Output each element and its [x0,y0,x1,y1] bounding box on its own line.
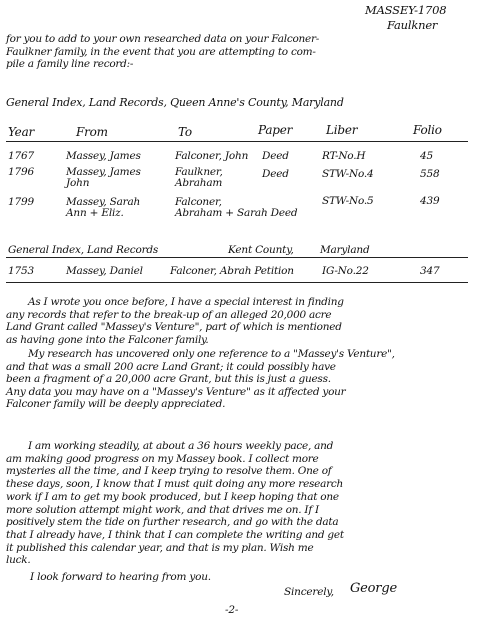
row3-folio: 439 [420,195,440,207]
section2-heading-right: Maryland [320,244,370,256]
section2-folio: 347 [420,265,440,277]
section1-heading: General Index, Land Records, Queen Anne's County, Maryland [6,96,344,109]
row2-liber: STW-No.4 [322,168,374,180]
row1-year: 1767 [8,150,34,162]
section2-to: Falconer, Abrah Petition [170,265,294,277]
col-liber: Liber [326,123,358,137]
row1-folio: 45 [420,150,433,162]
row3-year: 1799 [8,196,34,208]
section2-year: 1753 [8,265,34,277]
col-paper: Paper [258,123,293,137]
page-number: -2- [225,604,239,616]
row2-from: Massey, James John [66,166,141,189]
col-folio: Folio [413,123,442,137]
document-sublabel: Faulkner [387,18,438,32]
paragraph-2: My research has uncovered only one reference to a "Massey's Venture", and that was a small 200 acre Land Grant; it could possibly have been a fragment of a 20,000 acre Grant, but this is just a guess. Any data you may have on a "Massey's Venture" as it affected your Falconer family will be deeply appreciated. [6,348,395,411]
row2-paper: Deed [262,168,289,180]
row1-from: Massey, James [66,150,141,162]
section2-bottom-rule [6,282,468,283]
signature: George [350,581,397,596]
col-year: Year [8,125,35,139]
row3-from: Massey, Sarah Ann + Eliz. [66,196,141,219]
col-from: From [76,125,108,139]
col-to: To [178,125,192,139]
document-label: MASSEY-1708 [365,3,447,17]
paragraph-1: As I wrote you once before, I have a special interest in finding any records that refer to the break-up of an alleged 20,000 acre Land Grant called "Massey's Venture", part of which is mentioned as having gone into the Falconer family. [6,296,344,346]
row1-paper: Deed [262,150,289,162]
row1-to: Falconer, John [175,150,249,162]
row2-folio: 558 [420,168,440,180]
closing-line: I look forward to hearing from you. [30,571,211,583]
closing: Sincerely, [284,586,334,598]
row3-to: Falconer, Abraham + Sarah Deed [175,196,298,219]
intro-text: for you to add to your own researched data on your Falconer- Faulkner family, in the event that you are attempting to com- pile a family line record:- [6,33,320,71]
row2-to: Faulkner, Abraham [175,166,223,189]
row1-liber: RT-No.H [322,150,366,162]
header-rule [6,141,468,142]
section2-heading-left: General Index, Land Records [8,244,159,256]
section2-from: Massey, Daniel [66,265,143,277]
row2-year: 1796 [8,166,34,178]
section2-liber: IG-No.22 [322,265,369,277]
section2-heading-mid: Kent County, [228,244,294,256]
section2-rule [6,257,468,258]
row3-liber: STW-No.5 [322,195,374,207]
paragraph-3: I am working steadily, at about a 36 hours weekly pace, and am making good progress on my Massey book. I collect more mysteries all the time, and I keep trying to resolve them. One of these days, soon, I know that I must quit doing any more research work if I am to get my book produced, but I keep hoping that one more solution attempt might work, and that drives me on. If I positively stem the tide on further research, and go with the data that I already have, I think that I can complete the writing and get it published this calendar year, and that is my plan. Wish me luck. [6,440,344,567]
